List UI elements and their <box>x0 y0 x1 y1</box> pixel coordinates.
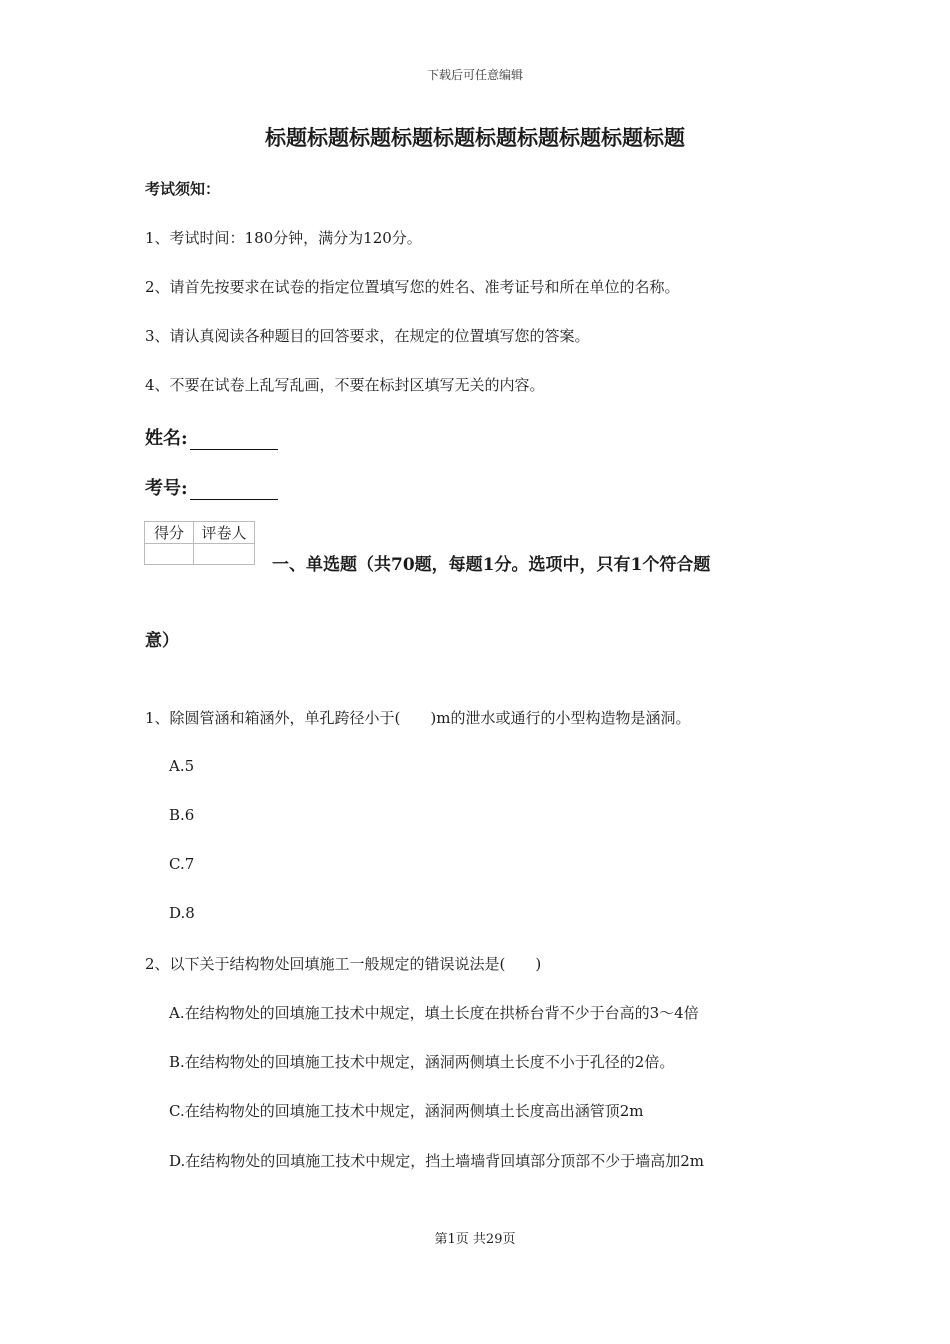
notice-item: 1、考试时间：180分钟，满分为120分。 <box>145 229 422 247</box>
notice-heading: 考试须知： <box>145 180 221 198</box>
question-2-option-a: A.在结构物处的回填施工技术中规定，填土长度在拱桥台背不少于台高的3～4倍 <box>169 1004 699 1022</box>
question-2: 2、以下关于结构物处回填施工一般规定的错误说法是( ) <box>145 955 542 973</box>
notice-item: 2、请首先按要求在试卷的指定位置填写您的姓名、准考证号和所在单位的名称。 <box>145 278 680 296</box>
question-1-option-d: D.8 <box>169 904 195 922</box>
question-2-option-c: C.在结构物处的回填施工技术中规定，涵洞两侧填土长度高出涵管顶2m <box>169 1102 644 1120</box>
question-1: 1、除圆管涵和箱涵外，单孔跨径小于( )m的泄水或通行的小型构造物是涵洞。 <box>145 709 691 727</box>
name-label: 姓名: <box>145 428 188 449</box>
notice-item: 3、请认真阅读各种题目的回答要求，在规定的位置填写您的答案。 <box>145 327 590 345</box>
score-header: 得分 <box>145 522 194 544</box>
exam-id-label: 考号: <box>145 478 188 499</box>
notice-item: 4、不要在试卷上乱写乱画，不要在标封区填写无关的内容。 <box>145 376 545 394</box>
question-2-option-d: D.在结构物处的回填施工技术中规定，挡土墙墙背回填部分顶部不少于墙高加2m <box>169 1152 705 1170</box>
grader-header: 评卷人 <box>194 522 255 544</box>
header-note: 下载后可任意编辑 <box>426 68 523 82</box>
name-field <box>145 424 278 450</box>
page-footer: 第1页 共29页 <box>434 1232 516 1247</box>
document-title: 标题标题标题标题标题标题标题标题标题标题 <box>265 125 685 150</box>
question-2-option-b: B.在结构物处的回填施工技术中规定，涵洞两侧填土长度不小于孔径的2倍。 <box>169 1053 675 1071</box>
exam-id-field <box>145 474 278 500</box>
question-1-option-b: B.6 <box>169 806 195 824</box>
score-cell[interactable] <box>145 544 194 565</box>
section-heading-continued: 意） <box>145 631 179 651</box>
question-1-option-a: A.5 <box>169 757 195 775</box>
question-1-option-c: C.7 <box>169 855 195 873</box>
exam-id-blank[interactable] <box>190 481 278 500</box>
grader-cell[interactable] <box>194 544 255 565</box>
score-table <box>144 521 255 565</box>
section-heading: 一、单选题（共70题，每题1分。选项中，只有1个符合题 <box>272 555 711 575</box>
name-blank[interactable] <box>190 431 278 450</box>
